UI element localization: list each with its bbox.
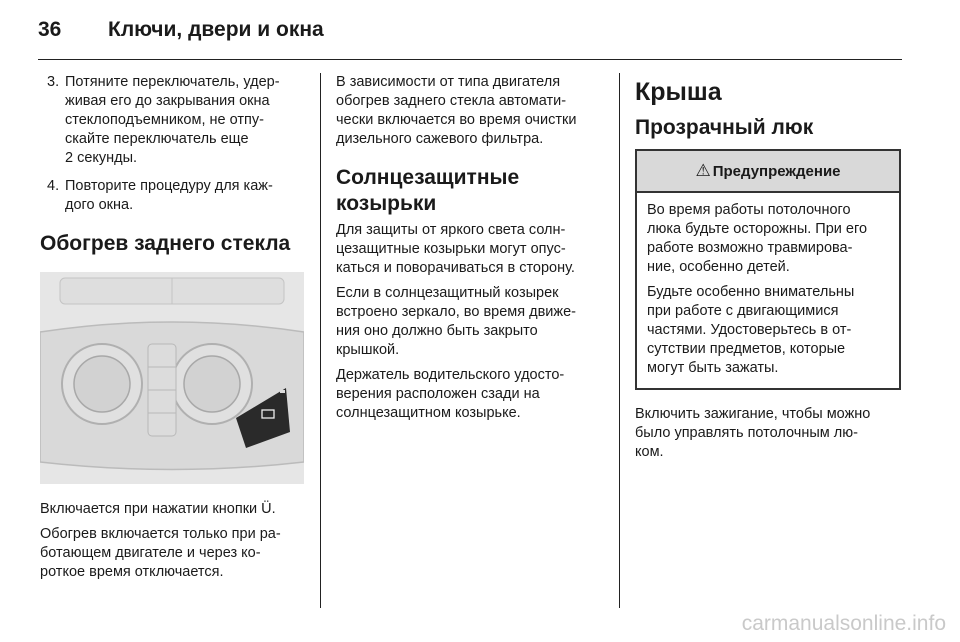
text-line: Держатель водительского удосто- [336,367,565,383]
text-line: верения расположен сзади на [336,386,540,402]
text-line: сутствии предметов, которые [647,341,846,357]
paragraph [635,405,901,462]
text-line: было управлять потолочным лю- [635,425,858,441]
subheading-sunroof: Прозрачный люк [635,116,814,139]
column-2 [336,73,604,429]
page-header [38,18,324,42]
header-rule [38,59,902,60]
paragraph [40,500,304,519]
heading-line: Солнцезащитные [336,166,520,189]
text-line: Если в солнцезащитный козырек [336,285,559,301]
warning-triangle-icon: ⚠ [695,161,711,180]
paragraph [40,525,304,582]
warning-body [637,193,899,388]
text-line: 2 секунды. [65,150,138,166]
text-line: дого окна. [65,197,134,213]
text-line: стеклоподъемником, не отпу- [65,112,264,128]
text-line: ком. [635,444,664,460]
paragraph [336,221,604,278]
column-3 [635,73,901,468]
text-line: ния оно должно быть закрыто [336,323,538,339]
paragraph [647,201,889,277]
text-line: крышкой. [336,342,400,358]
text-line: встроено зеркало, во время движе- [336,304,576,320]
text-line: могут быть зажаты. [647,360,779,376]
section-heading-roof: Крыша [635,78,722,106]
step-number: 4. [47,178,60,194]
column-divider-2 [619,73,620,608]
text-line: цезащитные козырьки могут опус- [336,241,566,257]
section-heading-sun-visors [336,165,604,217]
paragraph [647,283,889,378]
column-divider-1 [320,73,321,608]
text-line: ние, особенно детей. [647,259,790,275]
text-line: при работе с двигающимися [647,303,839,319]
climate-control-panel-figure [40,272,304,484]
text-line: Для защиты от яркого света солн- [336,222,566,238]
text-line: роткое время отключается. [40,564,224,580]
watermark: carmanualsonline.info [741,612,946,635]
text-line: солнцезащитном козырьке. [336,405,521,421]
steps-list [40,73,304,215]
text-line: Во время работы потолочного [647,202,851,218]
heading-line: козырьки [336,192,437,215]
text-line: чески включается во время очистки [336,112,577,128]
paragraph [336,366,604,423]
warning-box [635,149,901,390]
text-line: В зависимости от типа двигателя [336,74,561,90]
column-1 [40,73,304,588]
warning-title: Предупреждение [712,163,841,180]
warning-header [637,151,899,193]
text-line: каться и поворачиваться в сторону. [336,260,575,276]
text-line: работе возможно травмирова- [647,240,853,256]
paragraph [336,73,604,149]
text-line: живая его до закрывания окна [65,93,270,109]
chapter-title: Ключи, двери и окна [108,18,324,41]
text-line: ботающем двигателе и через ко- [40,545,261,561]
paragraph [336,284,604,360]
text-line: обогрев заднего стекла автомати- [336,93,567,109]
section-heading-rear-defrost: Обогрев заднего стекла [40,232,291,255]
text-line: частями. Удостоверьтесь в от- [647,322,852,338]
text-line: Повторите процедуру для каж- [65,178,273,194]
step-item [40,177,304,215]
text-line: люка будьте осторожны. При его [647,221,868,237]
text-line: скайте переключатель еще [65,131,249,147]
text-line: Включить зажигание, чтобы можно [635,406,871,422]
step-item [40,73,304,168]
text-line: Обогрев включается только при ра- [40,526,281,542]
text-line: дизельного сажевого фильтра. [336,131,544,147]
step-number: 3. [47,74,60,90]
text-line: Включается при нажатии кнопки Ü. [40,501,276,517]
text-line: Будьте особенно внимательны [647,284,855,300]
text-line: Потяните переключатель, удер- [65,74,280,90]
page-number: 36 [38,18,62,41]
